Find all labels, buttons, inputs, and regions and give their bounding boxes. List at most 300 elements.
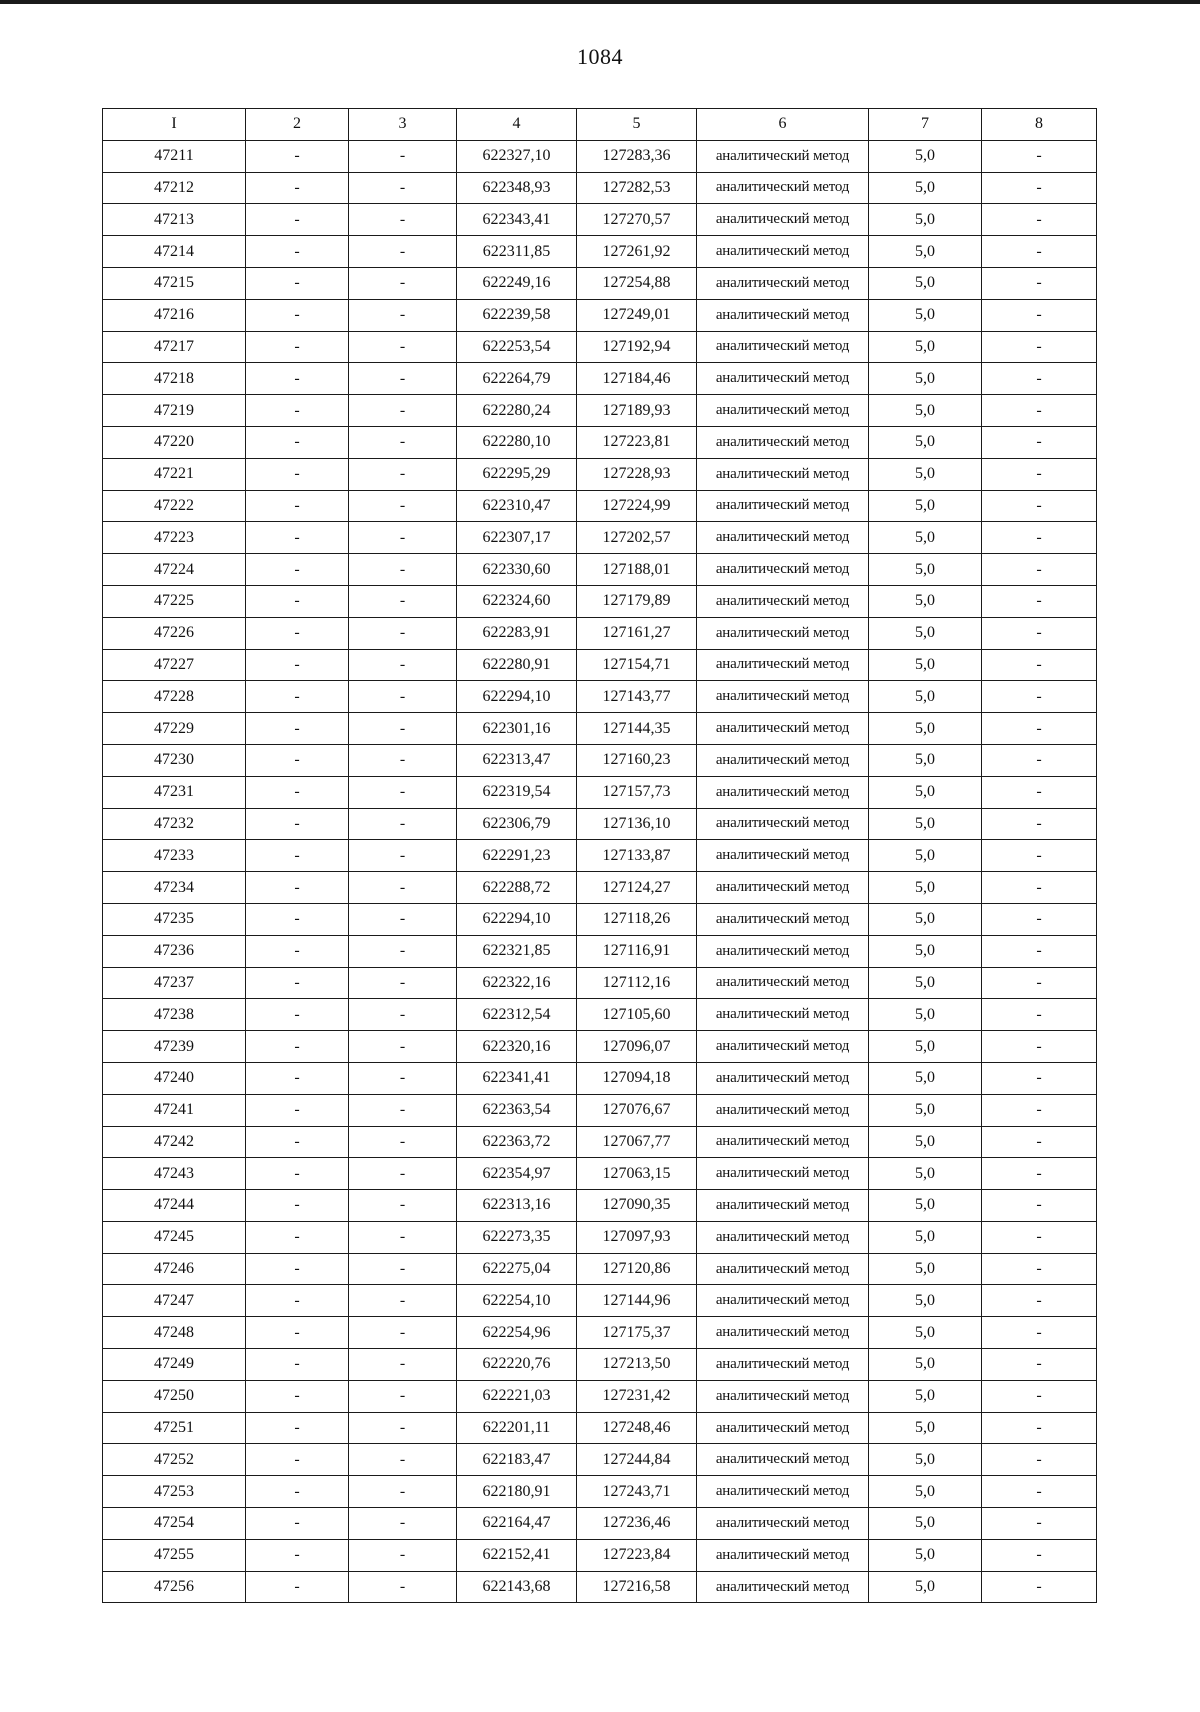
accuracy-cell: 5,0	[869, 1221, 982, 1253]
column-8-cell: -	[982, 1253, 1097, 1285]
table-row	[103, 808, 1097, 840]
column-3-cell: -	[349, 1158, 457, 1190]
coordinate-x-cell: 622221,03	[457, 1380, 577, 1412]
method-cell: аналитический метод	[697, 458, 869, 490]
column-8-cell: -	[982, 617, 1097, 649]
coordinate-x-cell: 622280,10	[457, 426, 577, 458]
coordinate-x-cell: 622291,23	[457, 840, 577, 872]
table-row	[103, 490, 1097, 522]
method-cell: аналитический метод	[697, 1062, 869, 1094]
column-3-cell: -	[349, 1508, 457, 1540]
coordinate-x-cell: 622324,60	[457, 585, 577, 617]
coordinate-y-cell: 127184,46	[577, 363, 697, 395]
column-8-cell: -	[982, 554, 1097, 586]
column-3-cell: -	[349, 1476, 457, 1508]
point-number-cell: 47217	[103, 331, 246, 363]
method-cell: аналитический метод	[697, 554, 869, 586]
column-3-cell: -	[349, 426, 457, 458]
accuracy-cell: 5,0	[869, 872, 982, 904]
column-8-cell: -	[982, 204, 1097, 236]
accuracy-cell: 5,0	[869, 1158, 982, 1190]
column-8-cell: -	[982, 426, 1097, 458]
column-3-cell: -	[349, 458, 457, 490]
column-8-cell: -	[982, 585, 1097, 617]
column-header-5: 5	[577, 109, 697, 141]
table-row	[103, 617, 1097, 649]
table-row	[103, 681, 1097, 713]
point-number-cell: 47220	[103, 426, 246, 458]
column-3-cell: -	[349, 1380, 457, 1412]
column-2-cell: -	[246, 1317, 349, 1349]
table-row	[103, 1285, 1097, 1317]
accuracy-cell: 5,0	[869, 1444, 982, 1476]
column-3-cell: -	[349, 1571, 457, 1603]
method-cell: аналитический метод	[697, 1094, 869, 1126]
column-2-cell: -	[246, 267, 349, 299]
accuracy-cell: 5,0	[869, 458, 982, 490]
table-row	[103, 395, 1097, 427]
coordinate-y-cell: 127189,93	[577, 395, 697, 427]
column-8-cell: -	[982, 1158, 1097, 1190]
method-cell: аналитический метод	[697, 744, 869, 776]
table-row	[103, 776, 1097, 808]
coordinate-y-cell: 127118,26	[577, 903, 697, 935]
column-3-cell: -	[349, 172, 457, 204]
column-8-cell: -	[982, 1221, 1097, 1253]
method-cell: аналитический метод	[697, 1412, 869, 1444]
method-cell: аналитический метод	[697, 840, 869, 872]
column-8-cell: -	[982, 967, 1097, 999]
accuracy-cell: 5,0	[869, 1380, 982, 1412]
column-2-cell: -	[246, 140, 349, 172]
table-row	[103, 1031, 1097, 1063]
method-cell: аналитический метод	[697, 713, 869, 745]
coordinate-x-cell: 622273,35	[457, 1221, 577, 1253]
column-2-cell: -	[246, 840, 349, 872]
table-row	[103, 426, 1097, 458]
accuracy-cell: 5,0	[869, 903, 982, 935]
coordinate-x-cell: 622313,47	[457, 744, 577, 776]
column-8-cell: -	[982, 999, 1097, 1031]
point-number-cell: 47247	[103, 1285, 246, 1317]
column-2-cell: -	[246, 1508, 349, 1540]
column-3-cell: -	[349, 1126, 457, 1158]
table-row	[103, 1508, 1097, 1540]
column-3-cell: -	[349, 267, 457, 299]
table-row	[103, 1126, 1097, 1158]
column-8-cell: -	[982, 681, 1097, 713]
coordinate-x-cell: 622348,93	[457, 172, 577, 204]
table-row	[103, 554, 1097, 586]
method-cell: аналитический метод	[697, 935, 869, 967]
column-2-cell: -	[246, 967, 349, 999]
method-cell: аналитический метод	[697, 776, 869, 808]
method-cell: аналитический метод	[697, 999, 869, 1031]
coordinate-x-cell: 622295,29	[457, 458, 577, 490]
accuracy-cell: 5,0	[869, 1253, 982, 1285]
column-2-cell: -	[246, 522, 349, 554]
column-2-cell: -	[246, 681, 349, 713]
table-row	[103, 172, 1097, 204]
column-2-cell: -	[246, 744, 349, 776]
point-number-cell: 47248	[103, 1317, 246, 1349]
coordinate-x-cell: 622307,17	[457, 522, 577, 554]
point-number-cell: 47253	[103, 1476, 246, 1508]
method-cell: аналитический метод	[697, 522, 869, 554]
coordinate-y-cell: 127228,93	[577, 458, 697, 490]
column-3-cell: -	[349, 1412, 457, 1444]
column-2-cell: -	[246, 1539, 349, 1571]
table-row	[103, 299, 1097, 331]
coordinate-y-cell: 127144,96	[577, 1285, 697, 1317]
column-2-cell: -	[246, 1285, 349, 1317]
column-2-cell: -	[246, 585, 349, 617]
column-8-cell: -	[982, 1380, 1097, 1412]
column-8-cell: -	[982, 872, 1097, 904]
column-8-cell: -	[982, 1285, 1097, 1317]
column-2-cell: -	[246, 776, 349, 808]
method-cell: аналитический метод	[697, 1285, 869, 1317]
coordinate-y-cell: 127067,77	[577, 1126, 697, 1158]
method-cell: аналитический метод	[697, 395, 869, 427]
column-header-2: 2	[246, 109, 349, 141]
method-cell: аналитический метод	[697, 681, 869, 713]
column-8-cell: -	[982, 1412, 1097, 1444]
column-8-cell: -	[982, 140, 1097, 172]
coordinate-x-cell: 622313,16	[457, 1190, 577, 1222]
column-3-cell: -	[349, 395, 457, 427]
method-cell: аналитический метод	[697, 808, 869, 840]
coordinate-x-cell: 622280,24	[457, 395, 577, 427]
method-cell: аналитический метод	[697, 267, 869, 299]
table-row	[103, 204, 1097, 236]
column-3-cell: -	[349, 1349, 457, 1381]
table-body	[103, 140, 1097, 1603]
column-2-cell: -	[246, 204, 349, 236]
column-8-cell: -	[982, 1571, 1097, 1603]
column-header-3: 3	[349, 109, 457, 141]
accuracy-cell: 5,0	[869, 1539, 982, 1571]
accuracy-cell: 5,0	[869, 1317, 982, 1349]
column-2-cell: -	[246, 872, 349, 904]
accuracy-cell: 5,0	[869, 808, 982, 840]
point-number-cell: 47227	[103, 649, 246, 681]
column-8-cell: -	[982, 395, 1097, 427]
column-3-cell: -	[349, 617, 457, 649]
point-number-cell: 47225	[103, 585, 246, 617]
coordinate-y-cell: 127133,87	[577, 840, 697, 872]
table-row	[103, 1062, 1097, 1094]
point-number-cell: 47245	[103, 1221, 246, 1253]
page-number: 1084	[577, 44, 623, 69]
coordinate-x-cell: 622183,47	[457, 1444, 577, 1476]
coordinate-x-cell: 622254,10	[457, 1285, 577, 1317]
table-row	[103, 236, 1097, 268]
coordinate-y-cell: 127216,58	[577, 1571, 697, 1603]
column-2-cell: -	[246, 331, 349, 363]
table-row	[103, 1571, 1097, 1603]
coordinate-x-cell: 622201,11	[457, 1412, 577, 1444]
coordinate-x-cell: 622306,79	[457, 808, 577, 840]
coordinate-x-cell: 622354,97	[457, 1158, 577, 1190]
coordinate-x-cell: 622280,91	[457, 649, 577, 681]
coordinate-y-cell: 127224,99	[577, 490, 697, 522]
coordinate-x-cell: 622264,79	[457, 363, 577, 395]
table-row	[103, 935, 1097, 967]
column-8-cell: -	[982, 1317, 1097, 1349]
column-3-cell: -	[349, 935, 457, 967]
coordinate-x-cell: 622301,16	[457, 713, 577, 745]
coordinate-y-cell: 127097,93	[577, 1221, 697, 1253]
column-3-cell: -	[349, 744, 457, 776]
column-8-cell: -	[982, 713, 1097, 745]
table-row	[103, 1221, 1097, 1253]
table-row	[103, 1412, 1097, 1444]
method-cell: аналитический метод	[697, 1317, 869, 1349]
accuracy-cell: 5,0	[869, 140, 982, 172]
column-8-cell: -	[982, 1444, 1097, 1476]
coordinate-x-cell: 622249,16	[457, 267, 577, 299]
column-2-cell: -	[246, 649, 349, 681]
coordinate-y-cell: 127090,35	[577, 1190, 697, 1222]
point-number-cell: 47219	[103, 395, 246, 427]
coordinate-y-cell: 127243,71	[577, 1476, 697, 1508]
accuracy-cell: 5,0	[869, 236, 982, 268]
accuracy-cell: 5,0	[869, 331, 982, 363]
method-cell: аналитический метод	[697, 1571, 869, 1603]
accuracy-cell: 5,0	[869, 554, 982, 586]
column-3-cell: -	[349, 1094, 457, 1126]
coordinate-x-cell: 622152,41	[457, 1539, 577, 1571]
point-number-cell: 47250	[103, 1380, 246, 1412]
accuracy-cell: 5,0	[869, 681, 982, 713]
column-2-cell: -	[246, 458, 349, 490]
column-8-cell: -	[982, 1062, 1097, 1094]
column-2-cell: -	[246, 236, 349, 268]
coordinate-x-cell: 622327,10	[457, 140, 577, 172]
coordinate-x-cell: 622321,85	[457, 935, 577, 967]
table-row	[103, 1317, 1097, 1349]
coordinate-y-cell: 127248,46	[577, 1412, 697, 1444]
accuracy-cell: 5,0	[869, 617, 982, 649]
accuracy-cell: 5,0	[869, 522, 982, 554]
point-number-cell: 47254	[103, 1508, 246, 1540]
column-2-cell: -	[246, 1444, 349, 1476]
column-3-cell: -	[349, 967, 457, 999]
table-row	[103, 1539, 1097, 1571]
point-number-cell: 47216	[103, 299, 246, 331]
coordinate-x-cell: 622164,47	[457, 1508, 577, 1540]
column-2-cell: -	[246, 1221, 349, 1253]
coordinate-y-cell: 127283,36	[577, 140, 697, 172]
point-number-cell: 47221	[103, 458, 246, 490]
coordinate-y-cell: 127160,23	[577, 744, 697, 776]
column-3-cell: -	[349, 1539, 457, 1571]
table-row	[103, 1190, 1097, 1222]
coordinate-x-cell: 622341,41	[457, 1062, 577, 1094]
column-3-cell: -	[349, 585, 457, 617]
table-row	[103, 267, 1097, 299]
table-row	[103, 331, 1097, 363]
column-3-cell: -	[349, 903, 457, 935]
column-8-cell: -	[982, 363, 1097, 395]
column-2-cell: -	[246, 999, 349, 1031]
column-3-cell: -	[349, 1285, 457, 1317]
table-row	[103, 1380, 1097, 1412]
method-cell: аналитический метод	[697, 204, 869, 236]
coordinate-x-cell: 622320,16	[457, 1031, 577, 1063]
point-number-cell: 47213	[103, 204, 246, 236]
column-2-cell: -	[246, 1380, 349, 1412]
table-row	[103, 744, 1097, 776]
point-number-cell: 47255	[103, 1539, 246, 1571]
accuracy-cell: 5,0	[869, 490, 982, 522]
coordinate-y-cell: 127105,60	[577, 999, 697, 1031]
table-row	[103, 872, 1097, 904]
column-2-cell: -	[246, 363, 349, 395]
method-cell: аналитический метод	[697, 1031, 869, 1063]
coordinate-y-cell: 127231,42	[577, 1380, 697, 1412]
coordinate-y-cell: 127202,57	[577, 522, 697, 554]
method-cell: аналитический метод	[697, 172, 869, 204]
method-cell: аналитический метод	[697, 140, 869, 172]
coordinate-x-cell: 622254,96	[457, 1317, 577, 1349]
coordinate-y-cell: 127179,89	[577, 585, 697, 617]
point-number-cell: 47238	[103, 999, 246, 1031]
accuracy-cell: 5,0	[869, 1062, 982, 1094]
table-row	[103, 585, 1097, 617]
method-cell: аналитический метод	[697, 426, 869, 458]
coordinate-x-cell: 622312,54	[457, 999, 577, 1031]
accuracy-cell: 5,0	[869, 426, 982, 458]
coordinate-y-cell: 127094,18	[577, 1062, 697, 1094]
column-8-cell: -	[982, 458, 1097, 490]
accuracy-cell: 5,0	[869, 585, 982, 617]
column-2-cell: -	[246, 1190, 349, 1222]
point-number-cell: 47215	[103, 267, 246, 299]
point-number-cell: 47256	[103, 1571, 246, 1603]
top-edge-rule	[0, 0, 1200, 4]
column-3-cell: -	[349, 236, 457, 268]
coordinate-y-cell: 127096,07	[577, 1031, 697, 1063]
accuracy-cell: 5,0	[869, 1571, 982, 1603]
column-3-cell: -	[349, 522, 457, 554]
coordinate-y-cell: 127236,46	[577, 1508, 697, 1540]
table-header-row	[103, 109, 1097, 141]
coordinate-x-cell: 622253,54	[457, 331, 577, 363]
point-number-cell: 47233	[103, 840, 246, 872]
point-number-cell: 47236	[103, 935, 246, 967]
coordinate-y-cell: 127223,84	[577, 1539, 697, 1571]
coordinate-y-cell: 127261,92	[577, 236, 697, 268]
coordinate-y-cell: 127063,15	[577, 1158, 697, 1190]
table-row	[103, 903, 1097, 935]
table-row	[103, 967, 1097, 999]
column-2-cell: -	[246, 172, 349, 204]
coordinate-y-cell: 127223,81	[577, 426, 697, 458]
column-8-cell: -	[982, 172, 1097, 204]
point-number-cell: 47228	[103, 681, 246, 713]
column-8-cell: -	[982, 1539, 1097, 1571]
column-2-cell: -	[246, 903, 349, 935]
column-header-7: 7	[869, 109, 982, 141]
column-8-cell: -	[982, 267, 1097, 299]
point-number-cell: 47232	[103, 808, 246, 840]
accuracy-cell: 5,0	[869, 776, 982, 808]
point-number-cell: 47234	[103, 872, 246, 904]
accuracy-cell: 5,0	[869, 267, 982, 299]
point-number-cell: 47242	[103, 1126, 246, 1158]
coordinate-x-cell: 622311,85	[457, 236, 577, 268]
table-row	[103, 713, 1097, 745]
method-cell: аналитический метод	[697, 1253, 869, 1285]
column-3-cell: -	[349, 872, 457, 904]
point-number-cell: 47231	[103, 776, 246, 808]
column-2-cell: -	[246, 554, 349, 586]
accuracy-cell: 5,0	[869, 1031, 982, 1063]
table-row	[103, 522, 1097, 554]
column-8-cell: -	[982, 808, 1097, 840]
coordinate-y-cell: 127157,73	[577, 776, 697, 808]
column-3-cell: -	[349, 1190, 457, 1222]
coordinate-y-cell: 127254,88	[577, 267, 697, 299]
table-row	[103, 999, 1097, 1031]
coordinate-y-cell: 127120,86	[577, 1253, 697, 1285]
accuracy-cell: 5,0	[869, 1285, 982, 1317]
coordinate-x-cell: 622363,72	[457, 1126, 577, 1158]
column-8-cell: -	[982, 522, 1097, 554]
method-cell: аналитический метод	[697, 363, 869, 395]
point-number-cell: 47212	[103, 172, 246, 204]
coordinate-x-cell: 622330,60	[457, 554, 577, 586]
point-number-cell: 47239	[103, 1031, 246, 1063]
coordinate-y-cell: 127282,53	[577, 172, 697, 204]
column-3-cell: -	[349, 140, 457, 172]
point-number-cell: 47246	[103, 1253, 246, 1285]
coordinate-x-cell: 622343,41	[457, 204, 577, 236]
point-number-cell: 47249	[103, 1349, 246, 1381]
method-cell: аналитический метод	[697, 236, 869, 268]
column-8-cell: -	[982, 1349, 1097, 1381]
table-row	[103, 458, 1097, 490]
point-number-cell: 47218	[103, 363, 246, 395]
coordinate-y-cell: 127144,35	[577, 713, 697, 745]
column-3-cell: -	[349, 490, 457, 522]
accuracy-cell: 5,0	[869, 999, 982, 1031]
column-header-6: 6	[697, 109, 869, 141]
table-row	[103, 1444, 1097, 1476]
point-number-cell: 47244	[103, 1190, 246, 1222]
point-number-cell: 47211	[103, 140, 246, 172]
column-3-cell: -	[349, 363, 457, 395]
method-cell: аналитический метод	[697, 1380, 869, 1412]
column-3-cell: -	[349, 1031, 457, 1063]
accuracy-cell: 5,0	[869, 1412, 982, 1444]
column-2-cell: -	[246, 1476, 349, 1508]
coordinate-y-cell: 127116,91	[577, 935, 697, 967]
table-row	[103, 140, 1097, 172]
column-8-cell: -	[982, 935, 1097, 967]
column-2-cell: -	[246, 1094, 349, 1126]
coordinate-x-cell: 622220,76	[457, 1349, 577, 1381]
coordinate-y-cell: 127175,37	[577, 1317, 697, 1349]
coordinate-y-cell: 127244,84	[577, 1444, 697, 1476]
column-8-cell: -	[982, 1126, 1097, 1158]
table-row	[103, 1253, 1097, 1285]
method-cell: аналитический метод	[697, 1349, 869, 1381]
accuracy-cell: 5,0	[869, 299, 982, 331]
accuracy-cell: 5,0	[869, 395, 982, 427]
